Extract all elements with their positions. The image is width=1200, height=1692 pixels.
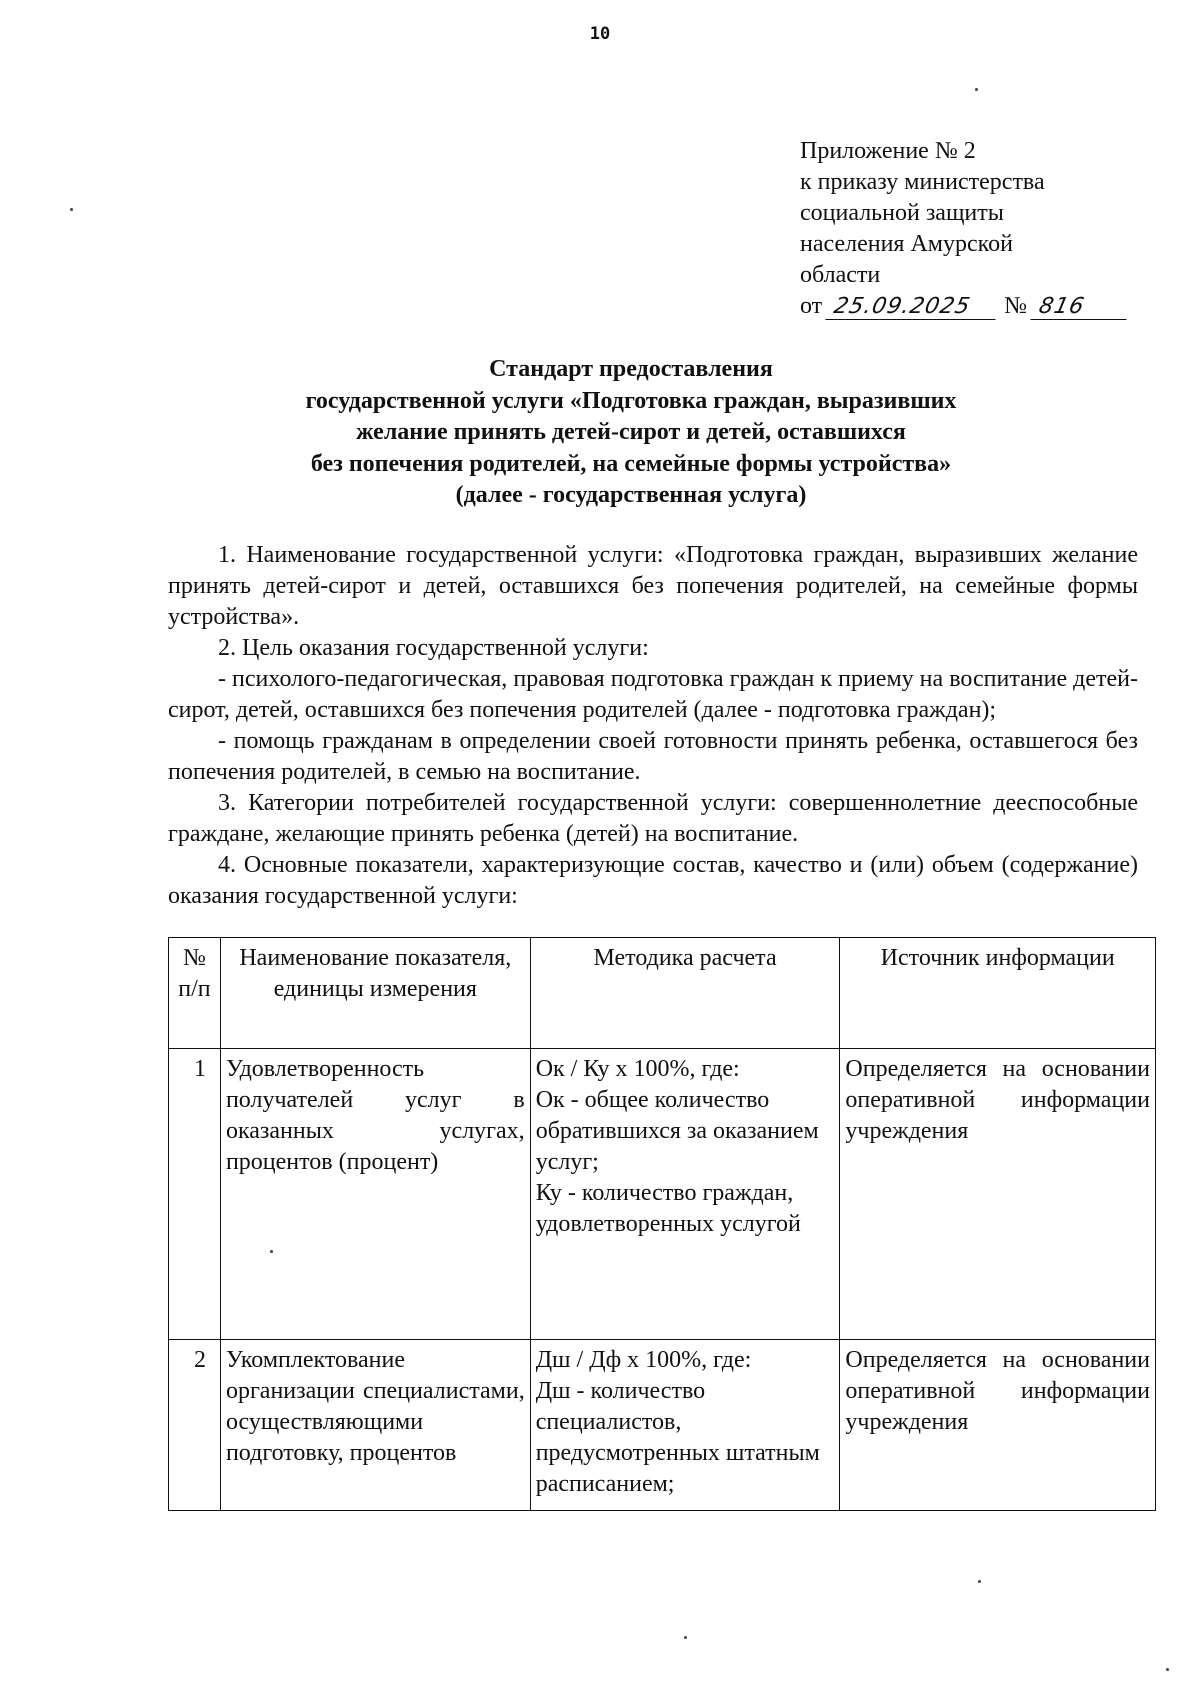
paragraph: 2. Цель оказания государственной услуги:: [218, 635, 649, 661]
title-line: желание принять детей-сирот и детей, оставшихся: [356, 419, 906, 445]
appendix-line: области: [800, 262, 881, 288]
row-num: 1: [169, 1049, 221, 1340]
method-line: Ок / Ку х 100%, где:: [535, 1056, 740, 1082]
number-sign: №: [1004, 293, 1028, 319]
row-source: Определяется на основании оперативной информации учреждения: [840, 1340, 1156, 1511]
title-line: без попечения родителей, на семейные формы устройства»: [310, 450, 952, 477]
handwritten-date: 25.09.2025: [826, 295, 1001, 320]
document-title: [168, 354, 1094, 512]
document-body: [168, 540, 1138, 912]
row-method: [530, 1049, 840, 1340]
header-num: № п/п: [169, 938, 221, 1049]
table-row: [169, 1049, 1156, 1340]
page-number: 10: [589, 24, 611, 44]
title-line: (далее - государственная услуга): [455, 482, 807, 508]
order-date-line: [800, 291, 1129, 322]
scan-speck: [70, 208, 73, 211]
method-line: Ку - количество граждан, удовлетворенных услугой: [535, 1180, 801, 1237]
header-source: Источник информации: [840, 938, 1156, 1049]
row-indicator-name: Удовлетворенность получателей услуг в оказанных услугах, процентов (процент): [220, 1049, 530, 1340]
scan-speck: [684, 1636, 687, 1639]
row-num: 2: [169, 1340, 221, 1511]
handwritten-order-number: 816: [1030, 295, 1131, 320]
scan-speck: [975, 88, 978, 91]
appendix-block: [800, 136, 1129, 322]
from-label: от: [800, 293, 823, 319]
paragraph: - помощь гражданам в определении своей готовности принять ребенка, оставшегося без попечения родителей, в семью на воспитание.: [168, 728, 1138, 785]
method-line: Дш / Дф х 100%, где:: [535, 1347, 752, 1373]
method-line: Ок - общее количество обратившихся за оказанием услуг;: [535, 1087, 819, 1175]
appendix-line: социальной защиты: [800, 200, 1004, 226]
scan-speck: [978, 1580, 981, 1583]
table-row: [169, 1340, 1156, 1511]
scan-speck: [1166, 1668, 1169, 1671]
row-source: Определяется на основании оперативной информации учреждения: [840, 1049, 1156, 1340]
title-line: государственной услуги «Подготовка граждан, выразивших: [305, 387, 957, 414]
appendix-line: Приложение № 2: [800, 138, 976, 164]
paragraph: 3. Категории потребителей государственной услуги: совершеннолетние дееспособные граждане, желающие принять ребенка (детей) на воспитание.: [168, 790, 1138, 847]
scan-speck: [270, 1250, 273, 1253]
paragraph: 1. Наименование государственной услуги: «Подготовка граждан, выразивших желание принять детей-сирот и детей, оставшихся без попечения родителей, на семейные формы устройства».: [168, 542, 1138, 630]
appendix-line: к приказу министерства: [800, 169, 1045, 195]
row-indicator-name: Укомплектование организации специалистами, осуществляющими подготовку, процентов: [220, 1340, 530, 1511]
header-method: Методика расчета: [530, 938, 840, 1049]
paragraph: - психолого-педагогическая, правовая подготовка граждан к приему на воспитание детей-сирот, детей, оставшихся без попечения родителей (далее - подготовка граждан);: [168, 666, 1138, 723]
paragraph: 4. Основные показатели, характеризующие состав, качество и (или) объем (содержание) оказания государственной услуги:: [168, 852, 1138, 909]
appendix-line: населения Амурской: [800, 231, 1013, 257]
table-header-row: [169, 938, 1156, 1049]
method-line: Дш - количество специалистов, предусмотренных штатным расписанием;: [535, 1378, 820, 1497]
row-method: [530, 1340, 840, 1511]
indicators-table: [168, 937, 1156, 1511]
title-line: Стандарт предоставления: [489, 356, 773, 382]
header-name: Наименование показателя, единицы измерения: [220, 938, 530, 1049]
